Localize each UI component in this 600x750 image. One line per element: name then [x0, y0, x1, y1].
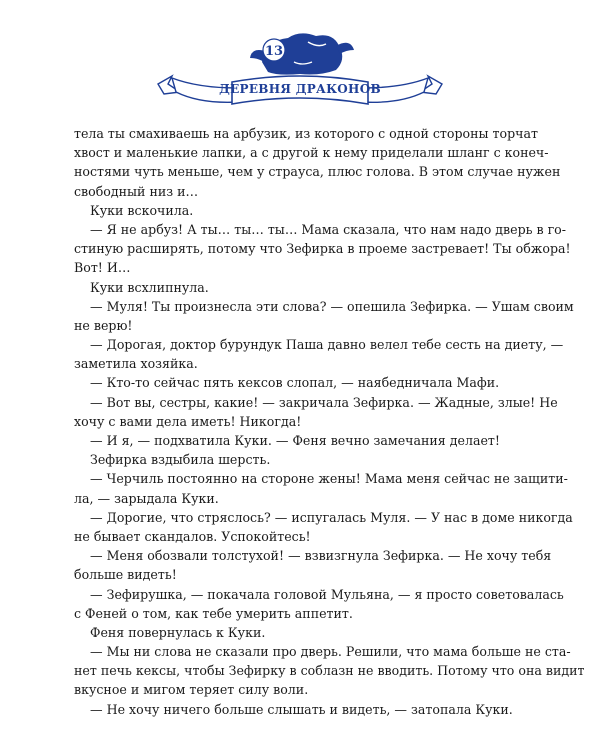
running-title: ДЕРЕВНЯ ДРАКОНОВ	[219, 82, 381, 96]
text-line: ла, — зарыдала Куки.	[74, 490, 219, 506]
text-line: — И я, — подхватила Куки. — Феня вечно замечания делает!	[90, 433, 500, 448]
text-line: заметила хозяйка.	[74, 356, 198, 372]
text-line: — Дорогие, что стряслось? — испугалась Муля. — У нас в доме никогда	[90, 509, 573, 525]
text-line: — Меня обозвали толстухой! — взвизгнула Зефирка. — Не хочу тебя	[90, 548, 552, 564]
text-line: — Муля! Ты произнесла эти слова? — опешила Зефирка. — Ушам своим	[90, 298, 574, 314]
body-text	[74, 124, 585, 719]
text-line: Зефирка вздыбила шерсть.	[90, 452, 271, 468]
header-ornament	[150, 18, 450, 130]
text-line: — Вот вы, сестры, какие! — закричала Зефирка. — Жадные, злые! Не	[90, 394, 558, 410]
text-line: ностями чуть меньше, чем у страуса, плюс голова. В этом случае нужен	[74, 164, 561, 180]
text-line: свободный низ и…	[74, 183, 199, 199]
text-line: нет печь кексы, чтобы Зефирку в соблазн не вводить. Потому что она видит	[74, 663, 585, 679]
text-line: тела ты смахиваешь на арбузик, из которого с одной стороны торчат	[74, 126, 538, 141]
text-line: — Зефирушка, — покачала головой Мульяна, — я просто советовалась	[90, 586, 564, 602]
text-line: хочу с вами дела иметь! Никогда!	[74, 413, 302, 429]
text-line: с Феней о том, как тебе умерить аппетит.	[74, 605, 353, 621]
text-line: — Кто-то сейчас пять кексов слопал, — наябедничала Мафи.	[90, 375, 500, 391]
text-line: больше видеть!	[74, 567, 177, 583]
text-line: — Я не арбуз! А ты… ты… ты… Мама сказала, что нам надо дверь в го-	[90, 221, 567, 237]
text-line: Куки всхлипнула.	[90, 279, 209, 295]
page-number: 13	[264, 44, 284, 59]
text-line: стиную расширять, потому что Зефирка в проеме застревает! Ты обжора!	[74, 241, 571, 257]
text-line: — Дорогая, доктор бурундук Паша давно велел тебе сесть на диету, —	[90, 337, 564, 353]
text-line: — Черчиль постоянно на стороне жены! Мама меня сейчас не защити-	[90, 471, 568, 487]
text-line: вкусное и мигом теряет силу воли.	[74, 682, 309, 698]
text-line: Феня повернулась к Куки.	[90, 624, 266, 640]
text-line: не верю!	[74, 317, 133, 333]
text-line: Вот! И…	[74, 260, 131, 276]
chapter-header	[150, 18, 450, 130]
text-line: не бывает скандалов. Успокойтесь!	[74, 528, 311, 544]
text-line: Куки вскочила.	[90, 202, 194, 218]
text-line: — Мы ни слова не сказали про дверь. Решили, что мама больше не ста-	[90, 644, 571, 660]
text-line: хвост и маленькие лапки, а с другой к нему приделали шланг с конеч-	[74, 145, 549, 161]
text-line: — Не хочу ничего больше слышать и видеть, — затопала Куки.	[90, 701, 513, 717]
